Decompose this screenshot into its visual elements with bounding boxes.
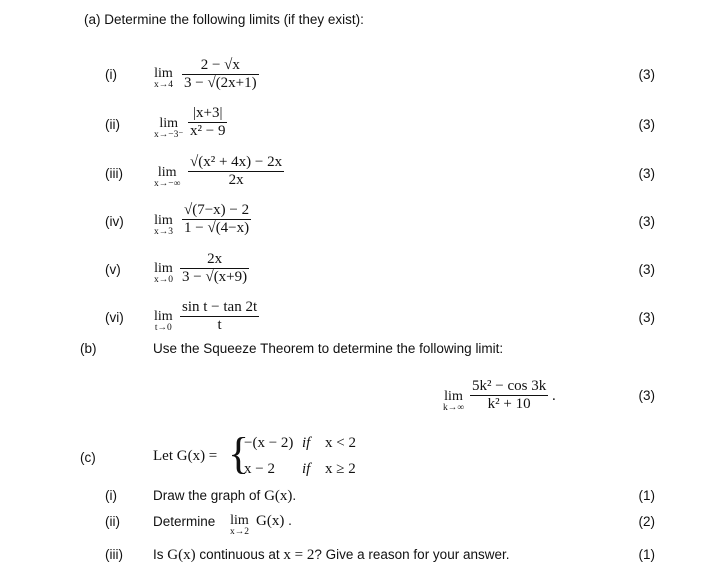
item-a-i-lim xyxy=(154,67,173,91)
item-c-ii-lim xyxy=(230,514,249,538)
numerator: sin t − tan 2t xyxy=(182,299,258,315)
part-b-marks: (3) xyxy=(638,388,655,403)
numerator: 5k² − cos 3k xyxy=(472,378,547,394)
part-c-let-text: Let G(x) = xyxy=(153,448,218,464)
item-c-iii-text xyxy=(153,547,509,564)
function-expr: G(x) xyxy=(167,547,196,563)
item-c-i-text xyxy=(153,488,296,505)
item-a-iv-marks: (3) xyxy=(638,214,655,229)
denominator: 3 − √(2x+1) xyxy=(184,75,257,91)
item-a-ii-marks: (3) xyxy=(638,117,655,132)
item-a-iii-label: (iii) xyxy=(105,166,123,181)
item-a-ii-fraction xyxy=(188,105,227,140)
item-a-v-marks: (3) xyxy=(638,262,655,277)
lim-sub: x→4 xyxy=(154,80,173,90)
lim-sub: x→2 xyxy=(230,527,249,537)
point-expr: x = 2 xyxy=(283,547,315,563)
lim-word: lim xyxy=(444,389,463,404)
text-before: Is xyxy=(153,547,168,562)
item-a-iv-lim xyxy=(154,214,173,238)
text-after: ? Give a reason for your answer. xyxy=(314,547,510,562)
item-c-iii-marks: (1) xyxy=(638,547,655,562)
lim-sub: x→−3⁻ xyxy=(154,130,184,140)
piecewise-case2-expr: x − 2 xyxy=(244,461,275,477)
item-c-i-label: (i) xyxy=(105,488,117,503)
lim-sub: x→0 xyxy=(154,275,173,285)
lim-sub: x→−∞ xyxy=(154,179,181,189)
numerator: |x+3| xyxy=(188,105,227,123)
part-b-lim xyxy=(443,390,464,414)
item-c-iii-label: (iii) xyxy=(105,547,123,562)
item-a-iii-lim xyxy=(154,166,180,190)
lim-sub: k→∞ xyxy=(443,403,465,413)
item-c-ii-expr xyxy=(256,513,292,530)
item-c-i-marks: (1) xyxy=(638,488,655,503)
item-a-vi-label: (vi) xyxy=(105,310,124,325)
item-a-iii-marks: (3) xyxy=(638,166,655,181)
numerator: √(7−x) − 2 xyxy=(184,202,250,218)
part-b-fraction xyxy=(470,378,548,413)
text-mid: continuous at xyxy=(195,547,284,562)
item-a-vi-marks: (3) xyxy=(638,310,655,325)
piecewise-case1-if: if xyxy=(302,435,311,451)
item-a-i-marks: (3) xyxy=(638,67,655,82)
piecewise-case1-expr: −(x − 2) xyxy=(244,435,294,451)
item-c-ii-marks: (2) xyxy=(638,514,655,529)
denominator: 1 − √(4−x) xyxy=(184,220,250,236)
denominator: 3 − √(x+9) xyxy=(182,269,248,285)
lim-word: lim xyxy=(154,309,173,324)
item-a-vi-lim xyxy=(154,310,173,334)
function-expr: G(x) xyxy=(264,488,293,504)
item-a-v-label: (v) xyxy=(105,262,121,277)
item-a-v-lim xyxy=(154,262,173,286)
piecewise-case1-cond: x < 2 xyxy=(325,435,356,451)
function-expr: G(x) xyxy=(256,513,285,529)
item-c-ii-text: Determine xyxy=(153,514,216,529)
item-a-iv-label: (iv) xyxy=(105,214,124,229)
part-b-label: (b) xyxy=(80,341,97,356)
item-a-ii-lim xyxy=(154,117,183,141)
item-c-ii-label: (ii) xyxy=(105,514,120,529)
item-a-iii-fraction xyxy=(188,154,284,189)
part-c-label: (c) xyxy=(80,450,96,465)
text-after: . xyxy=(284,513,292,528)
numerator: 2 − √x xyxy=(182,57,259,75)
numerator: √(x² + 4x) − 2x xyxy=(190,154,283,170)
part-b-period: . xyxy=(552,388,556,404)
piecewise-case2-cond: x ≥ 2 xyxy=(325,461,356,477)
denominator: x² − 9 xyxy=(190,123,226,139)
lim-sub: x→3 xyxy=(154,227,173,237)
lim-word: lim xyxy=(230,513,249,528)
lim-word: lim xyxy=(154,66,173,81)
denominator: k² + 10 xyxy=(487,396,531,412)
piecewise-brace: { xyxy=(228,429,250,478)
text-after: . xyxy=(292,488,297,503)
part-b-text: Use the Squeeze Theorem to determine the following limit: xyxy=(153,341,504,356)
lim-word: lim xyxy=(159,116,179,131)
item-a-i-fraction xyxy=(182,57,259,92)
item-a-iv-fraction xyxy=(182,202,251,237)
item-a-v-fraction xyxy=(180,251,249,286)
part-a-intro: (a) Determine the following limits (if they exist): xyxy=(84,12,364,27)
text-before: Draw the graph of xyxy=(153,488,265,503)
item-a-i-label: (i) xyxy=(105,67,117,82)
denominator: 2x xyxy=(228,172,244,188)
piecewise-case2-if: if xyxy=(302,461,311,477)
numerator: 2x xyxy=(180,251,249,269)
lim-word: lim xyxy=(154,213,173,228)
lim-word: lim xyxy=(154,261,173,276)
item-a-vi-fraction xyxy=(180,299,259,334)
denominator: t xyxy=(217,317,222,333)
lim-sub: t→0 xyxy=(154,323,172,333)
item-a-ii-label: (ii) xyxy=(105,117,120,132)
lim-word: lim xyxy=(157,165,177,180)
